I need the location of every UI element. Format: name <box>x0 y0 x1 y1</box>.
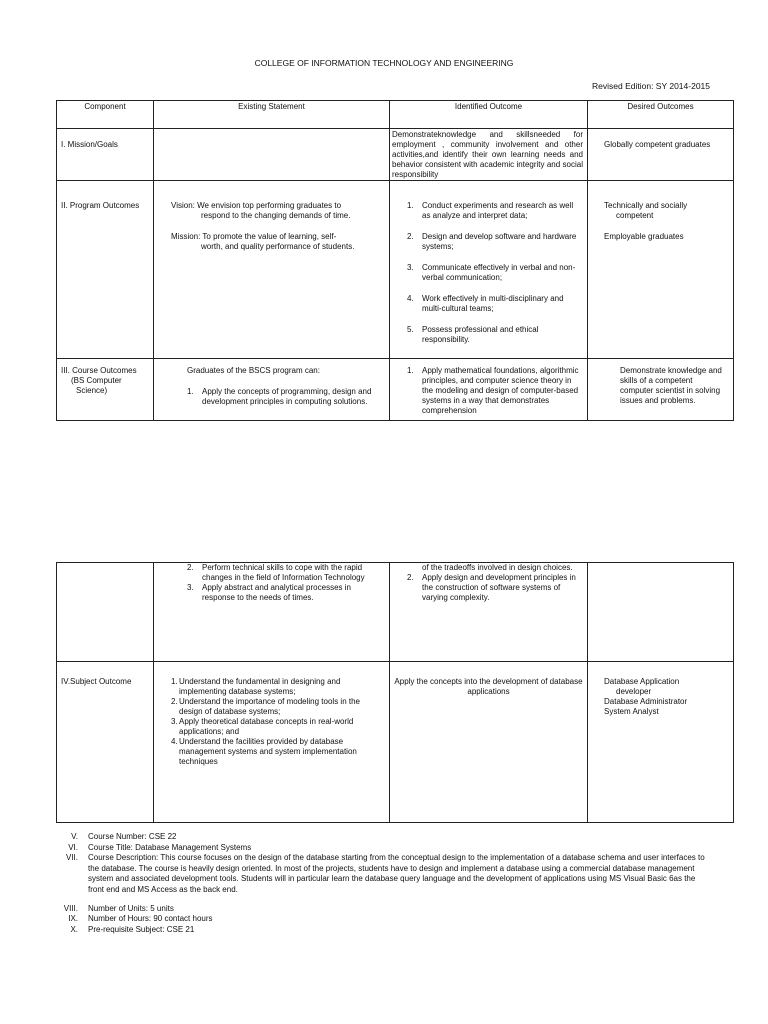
course-existing-cell <box>154 359 390 421</box>
course-component-line2: (BS Computer <box>71 376 122 385</box>
program-identified-cell <box>390 181 588 359</box>
subject-desired-1b: developer <box>616 687 652 696</box>
college-title: COLLEGE OF INFORMATION TECHNOLOGY AND ENGINEERING <box>254 58 514 68</box>
subject-identified: Apply the concepts into the development of database applications <box>394 677 583 696</box>
course-cont-existing-cell <box>154 563 390 662</box>
subject-existing-item: 1. Understand the fundamental in designing and implementing database systems; <box>171 677 341 696</box>
subject-identified-cell <box>390 662 588 823</box>
subject-component: IV.Subject Outcome <box>61 677 132 686</box>
course-number: Course Number: CSE 22 <box>88 832 177 841</box>
course-identified-continued: of the tradeoffs involved in design choices. <box>422 563 573 572</box>
units-row: VIII. Number of Units: 5 units <box>56 904 706 915</box>
course-cont-identified-cell <box>390 563 588 662</box>
prerequisite-row: X. Pre-requisite Subject: CSE 21 <box>56 925 706 936</box>
course-desired: Demonstrate knowledge and skills of a competent computer scientist in solving issues and problems. <box>620 366 722 405</box>
subject-desired-cell <box>588 662 734 823</box>
outcomes-table-continued <box>56 562 734 823</box>
mission-desired: Globally competent graduates <box>604 140 711 149</box>
subject-component-cell <box>57 662 154 823</box>
program-outcome-item: 3. Communicate effectively in verbal and non-verbal communication; <box>407 263 576 282</box>
header-identified-outcome: Identified Outcome <box>390 101 588 129</box>
course-description: Course Description: This course focuses on the design of the database starting from the conceptual design to the implementation of a database schema and user interfaces to the database. The course is heavily design oriented. In most of the projects, students have to design and implement a database using a commercial database management system and associated development tools. Students will in particular learn the database query language and the development of applications using MS Visual Basic 6as the front end and MS Access as the back end. <box>88 853 705 894</box>
program-outcome-item: 5. Possess professional and ethical responsibility. <box>407 325 539 344</box>
program-mission-line2: worth, and quality performance of students. <box>201 242 355 251</box>
program-outcome-item: 1. Conduct experiments and research as well as analyze and interpret data; <box>407 201 574 220</box>
program-desired-cell <box>588 181 734 359</box>
course-details <box>56 832 706 935</box>
course-existing-item: 2. Perform technical skills to cope with the rapid changes in the field of Information Technology <box>187 563 365 582</box>
course-title-row: VI. Course Title: Database Management Systems <box>56 843 706 854</box>
subject-existing-item: 2. Understand the importance of modeling tools in the design of database systems; <box>171 697 360 716</box>
mission-component-cell <box>57 129 154 181</box>
course-identified-item: 2. Apply design and development principles in the construction of software systems of varying complexity. <box>407 573 576 602</box>
mission-desired-cell <box>588 129 734 181</box>
table-row-course <box>57 359 734 421</box>
course-existing-item: 1. Apply the concepts of programming, design and development principles in computing solutions. <box>187 387 372 406</box>
table-row-mission <box>57 129 734 181</box>
program-vision-line1: Vision: We envision top performing graduates to <box>171 201 342 210</box>
course-component-line1: III. Course Outcomes <box>61 366 137 375</box>
course-component-line3: Science) <box>76 386 108 395</box>
revised-edition: Revised Edition: SY 2014-2015 <box>592 81 710 91</box>
course-description-row: VII. Course Description: This course focuses on the design of the database starting from the conceptual design to the implementation of a database schema and user interfaces to the database. The course is heavily design oriented. In most of the projects, students have to design and implement a database using a commercial database management system and associated development tools. Students will in particular learn the database query language and the development of applications using MS Visual Basic 6as the front end and MS Access as the back end. <box>65 853 705 894</box>
mission-identified: Demonstrateknowledge and skillsneeded for employment , community involvement and other activities,and identify their own learning needs and behavior consistent with academic integrity and social responsibility <box>392 130 583 179</box>
table-row-course-continued <box>57 563 734 662</box>
prerequisite-subject: Pre-requisite Subject: CSE 21 <box>88 924 195 934</box>
header-component: Component <box>57 101 154 129</box>
subject-existing-item: 4. Understand the facilities provided by database management systems and system implementation techniques <box>171 737 357 766</box>
subject-desired-1a: Database Application <box>604 677 680 686</box>
program-vision-line2: respond to the changing demands of time. <box>201 211 351 220</box>
subject-desired-3: System Analyst <box>604 707 659 716</box>
number-of-hours: Number of Hours: 90 contact hours <box>88 914 213 924</box>
course-existing-item: 3. Apply abstract and analytical processes in response to the needs of times. <box>187 583 351 602</box>
course-identified-item: 1. Apply mathematical foundations, algorithmic principles, and computer science theory in the modeling and design of computer-based systems in a way that demonstrates comprehension <box>407 366 579 415</box>
mission-identified-cell <box>390 129 588 181</box>
mission-component: I. Mission/Goals <box>61 140 118 149</box>
subject-existing-item: 3. Apply theoretical database concepts in real-world applications; and <box>171 717 354 736</box>
mission-existing-cell <box>154 129 390 181</box>
table-row-subject <box>57 662 734 823</box>
outcomes-table <box>56 100 734 421</box>
program-outcome-item: 2. Design and develop software and hardware systems; <box>407 232 577 251</box>
program-component-cell <box>57 181 154 359</box>
course-component-cell <box>57 359 154 421</box>
table-row-program <box>57 181 734 359</box>
program-desired-2: Employable graduates <box>604 232 684 241</box>
subject-desired-2: Database Administrator <box>604 697 688 706</box>
program-desired-1a: Technically and socially <box>604 201 688 210</box>
table-header-row <box>57 101 734 129</box>
number-of-units: Number of Units: 5 units <box>88 903 174 913</box>
program-mission-line1: Mission: To promote the value of learning, self- <box>171 232 337 241</box>
program-existing-cell <box>154 181 390 359</box>
program-component: II. Program Outcomes <box>61 201 140 210</box>
header-existing-statement: Existing Statement <box>154 101 390 129</box>
program-outcome-item: 4. Work effectively in multi-disciplinary and multi-cultural teams; <box>407 294 564 313</box>
course-existing-intro: Graduates of the BSCS program can: <box>187 366 320 375</box>
program-desired-1b: competent <box>616 211 654 220</box>
course-cont-component-cell <box>57 563 154 662</box>
course-title: Course Title: Database Management Systems <box>88 842 252 852</box>
course-desired-cell <box>588 359 734 421</box>
hours-row: IX. Number of Hours: 90 contact hours <box>56 914 706 925</box>
course-identified-cell <box>390 359 588 421</box>
course-number-row: V. Course Number: CSE 22 <box>56 832 706 843</box>
course-cont-desired-cell <box>588 563 734 662</box>
subject-existing-cell <box>154 662 390 823</box>
header-desired-outcomes: Desired Outcomes <box>588 101 734 129</box>
